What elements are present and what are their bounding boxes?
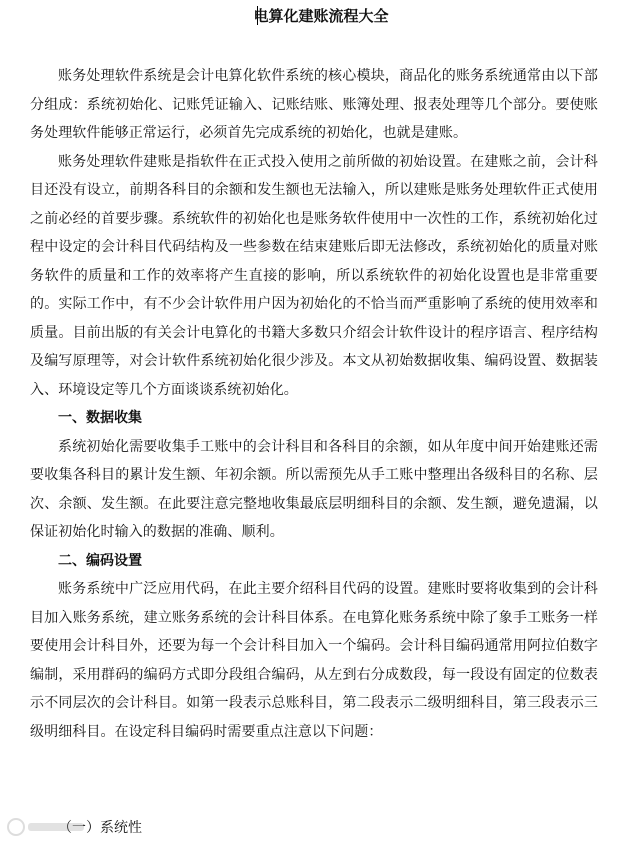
watermark-logo-icon [6, 816, 90, 838]
section-heading-code-setup: 二、编码设置 [58, 552, 142, 569]
document-body [30, 62, 598, 746]
section-paragraph-data-collection: 系统初始化需要收集手工账中的会计科目和各科目的余额，如从年度中间开始建账还需要收集各科目的累计发生额、年初余额。所以需预先从手工账中整理出各级科目的名称、层次、余额、发生额。在此要注意完整地收集最底层明细科目的余额、发生额，避免遗漏，以保证初始化时输入的数据的准确、顺利。 [30, 438, 598, 540]
section-heading-data-collection: 一、数据收集 [58, 410, 142, 426]
section-paragraph-code-setup: 账务系统中广泛应用代码，在此主要介绍科目代码的设置。建账时要将收集到的会计科目加入账务系统，建立账务系统的会计科目体系。在电算化账务系统中除了象手工账务一样要使用会计科目外，还要为每一个会计科目加入一个编码。会计科目编码通常用阿拉伯数字编制，采用群码的编码方式即分段组合编码，从左到右分成数段，每一段设有固定的位数表示不同层次的会计科目。如第一段表示总账科目，第二段表示二级明细科目，第三段表示三级明细科目。在设定科目编码时需要重点注意以下问题： [30, 581, 598, 740]
subsection-heading-systematic: （一）系统性 [58, 820, 142, 836]
document-title: 电算化建账流程大全 [253, 7, 389, 25]
intro-paragraph-2: 账务处理软件建账是指软件在正式投入使用之前所做的初始设置。在建账之前，会计科目还没有设立，前期各科目的余额和发生额也无法输入，所以建账是账务处理软件正式使用之前必经的首要步骤。系统软件的初始化也是账务软件使用中一次性的工作，系统初始化过程中设定的会计科目代码结构及一些参数在结束建账后即无法修改，系统初始化的质量对账务软件的质量和工作的效率将产生直接的影响，所以系统软件的初始化设置也是非常重要的。实际工作中，有不少会计软件用户因为初始化的不恰当而严重影响了系统的使用效率和质量。目前出版的有关会计电算化的书籍大多数只介绍会计软件设计的程序语言、程序结构及编写原理等，对会计软件系统初始化很少涉及。本文从初始数据收集、编码设置、数据装入、环境设定等几个方面谈谈系统初始化。 [30, 153, 598, 398]
intro-paragraph-1: 账务处理软件系统是会计电算化软件系统的核心模块，商品化的账务系统通常由以下部分组成：系统初始化、记账凭证输入、记账结账、账簿处理、报表处理等几个部分。要使账务处理软件能够正常运行，必须首先完成系统的初始化，也就是建账。 [30, 68, 598, 141]
